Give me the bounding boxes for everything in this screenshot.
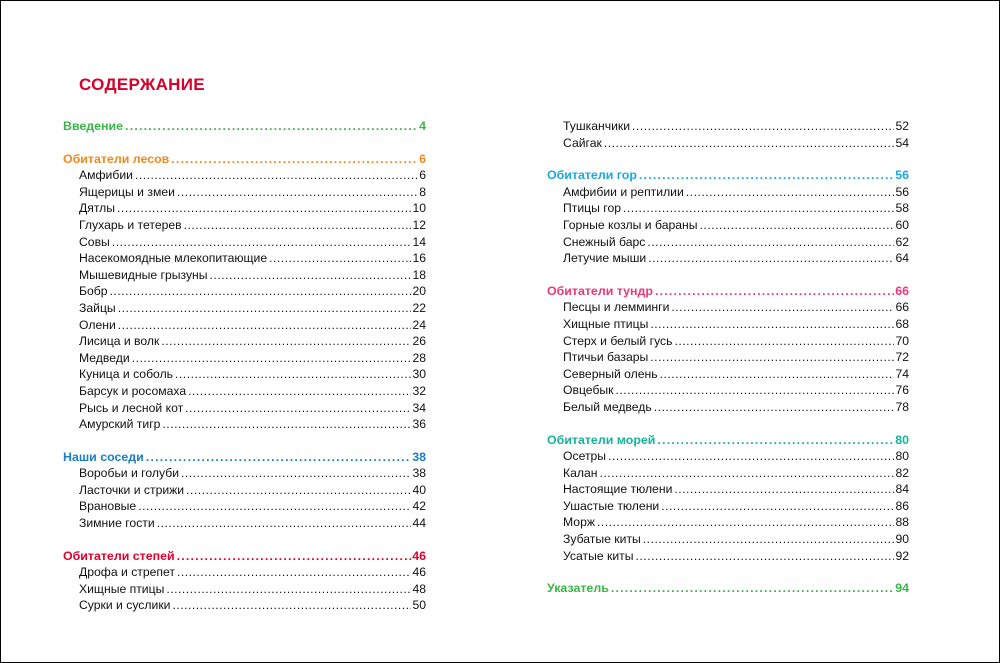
dot-leader [648, 250, 894, 267]
toc-entry[interactable] [547, 118, 909, 135]
page-number: 42 [412, 499, 426, 514]
entry-title: Дрофа и стрепет [79, 565, 175, 580]
entry-title: Насекомоядные млекопитающие [79, 251, 268, 266]
toc-entry[interactable] [547, 531, 909, 548]
entry-title: Сайгак [563, 135, 602, 150]
dot-leader [608, 448, 894, 465]
page-number: 70 [895, 333, 909, 348]
dot-leader [171, 151, 418, 168]
dot-leader [177, 564, 411, 581]
entry-title: Летучие мыши [563, 251, 647, 266]
entry-title: Воробьи и голуби [79, 466, 179, 481]
toc-entry[interactable] [547, 184, 909, 201]
toc-entry[interactable] [63, 564, 426, 581]
toc-entry[interactable] [63, 250, 426, 267]
toc-entry[interactable] [547, 366, 909, 383]
entry-title: Тушканчики [563, 119, 631, 133]
page-number: 36 [412, 417, 426, 432]
page-number: 4 [419, 119, 426, 133]
page-number: 68 [895, 316, 909, 331]
dot-leader [146, 449, 411, 466]
toc-entry[interactable] [547, 382, 909, 399]
entry-title: Врановые [79, 499, 137, 514]
entry-title: Бобр [79, 284, 108, 299]
entry-title: Амурский тигр [79, 417, 161, 432]
page-number: 26 [412, 334, 426, 349]
dot-leader [125, 118, 418, 135]
entry-title: Обитатели морей [547, 432, 656, 447]
page-number: 46 [412, 548, 426, 563]
toc-entry[interactable] [547, 399, 909, 416]
dot-leader [210, 267, 412, 284]
section-spacer [547, 416, 909, 432]
section-spacer [547, 564, 909, 580]
page-number: 60 [895, 217, 909, 232]
page-number: 62 [895, 234, 909, 249]
entry-title: Медведи [79, 350, 130, 365]
dot-leader [671, 299, 894, 316]
entry-title: Рысь и лесной кот [79, 400, 184, 415]
entry-title: Сурки и суслики [79, 598, 171, 613]
page-number: 66 [895, 283, 909, 298]
entry-title: Хищные птицы [79, 581, 165, 596]
page-number: 82 [895, 465, 909, 480]
section-spacer [63, 135, 426, 151]
entry-title: Птичьи базары [563, 350, 649, 365]
dot-leader [177, 184, 418, 201]
page-number: 54 [895, 135, 909, 150]
entry-title: Калан [563, 465, 598, 480]
page-number: 28 [412, 350, 426, 365]
toc-entry[interactable] [547, 333, 909, 350]
dot-leader [188, 383, 411, 400]
toc-entry[interactable] [547, 299, 909, 316]
toc-entry[interactable] [547, 481, 909, 498]
toc-entry[interactable] [63, 234, 426, 251]
section-spacer [547, 151, 909, 167]
page-number: 64 [895, 251, 909, 266]
page-number: 12 [412, 217, 426, 232]
dot-leader [162, 416, 411, 433]
entry-title: Глухарь и тетерев [79, 217, 182, 232]
dot-leader [161, 333, 411, 350]
dot-leader [647, 234, 894, 251]
page-number: 6 [419, 168, 426, 183]
entry-title: Куница и соболь [79, 367, 174, 382]
section-heading-tundra[interactable] [547, 283, 909, 300]
dot-leader [611, 580, 894, 597]
dot-leader [616, 382, 895, 399]
entry-title: Ласточки и стрижи [79, 482, 185, 497]
toc-entry[interactable] [63, 400, 426, 417]
toc-entry[interactable] [547, 465, 909, 482]
dot-leader [623, 200, 894, 217]
toc-entry[interactable] [63, 333, 426, 350]
entry-title: Обитатели степей [63, 548, 175, 563]
entry-title: Птицы гор [563, 201, 622, 216]
page-number: 90 [895, 532, 909, 547]
dot-leader [655, 283, 894, 300]
dot-leader [674, 333, 894, 350]
dot-leader [172, 597, 411, 614]
page-number: 46 [412, 565, 426, 580]
entry-title: Усатые киты [563, 548, 634, 563]
toc-entry[interactable] [63, 350, 426, 367]
toc-entry[interactable] [63, 200, 426, 217]
dot-leader [597, 514, 894, 531]
entry-title: Ушастые тюлени [563, 498, 660, 513]
dot-leader [650, 349, 894, 366]
dot-leader [117, 200, 411, 217]
entry-title: Указатель [547, 581, 609, 596]
page-number: 58 [895, 201, 909, 216]
toc-entry[interactable] [63, 482, 426, 499]
toc-entry[interactable] [547, 316, 909, 333]
toc-title: СОДЕРЖАНИЕ [79, 75, 205, 94]
entry-title: Лисица и волк [79, 334, 160, 349]
page-number: 18 [412, 267, 426, 282]
dot-leader [636, 548, 895, 565]
entry-title: Зайцы [79, 300, 116, 315]
dot-leader [177, 548, 412, 565]
toc-entry[interactable] [63, 300, 426, 317]
entry-title: Обитатели тундр [547, 283, 653, 298]
section-heading-index[interactable] [547, 580, 909, 597]
entry-title: Хищные птицы [563, 316, 649, 331]
toc-entry[interactable] [547, 349, 909, 366]
toc-entry[interactable] [63, 184, 426, 201]
toc-entry[interactable] [547, 548, 909, 565]
section-heading-intro[interactable] [63, 118, 426, 135]
dot-leader [118, 300, 412, 317]
section-heading-mountains[interactable] [547, 167, 909, 184]
page-number: 74 [895, 366, 909, 381]
dot-leader [650, 316, 894, 333]
toc-entry[interactable] [547, 200, 909, 217]
toc-entry[interactable] [547, 498, 909, 515]
dot-leader [186, 482, 411, 499]
toc-entry[interactable] [63, 217, 426, 234]
page-number: 8 [419, 184, 426, 199]
dot-leader [112, 234, 412, 251]
entry-title: Морж [563, 515, 595, 530]
page-number: 92 [895, 548, 909, 563]
dot-leader [657, 432, 894, 449]
page-number: 94 [895, 581, 909, 596]
page-number: 88 [895, 515, 909, 530]
page-number: 48 [412, 581, 426, 596]
page-number: 32 [412, 383, 426, 398]
dot-leader [700, 217, 895, 234]
entry-title: Снежный барс [563, 234, 646, 249]
page-number: 56 [895, 168, 909, 183]
section-heading-steppe[interactable] [63, 548, 426, 565]
toc-entry[interactable] [63, 597, 426, 614]
entry-title: Мышевидные грызуны [79, 267, 208, 282]
page-number: 6 [419, 151, 426, 166]
page-number: 38 [412, 466, 426, 481]
toc-entry[interactable] [547, 514, 909, 531]
dot-leader [660, 366, 895, 383]
page-number: 20 [412, 284, 426, 299]
dot-leader [184, 217, 412, 234]
page-number: 24 [412, 317, 426, 332]
toc-entry[interactable] [63, 581, 426, 598]
page-number: 50 [412, 598, 426, 613]
page-number: 80 [895, 432, 909, 447]
page-number: 38 [412, 449, 426, 464]
entry-title: Песцы и лемминги [563, 300, 670, 315]
dot-leader [686, 184, 895, 201]
page-number: 78 [895, 399, 909, 414]
section-spacer [63, 532, 426, 548]
page-number: 16 [412, 251, 426, 266]
entry-title: Горные козлы и бараны [563, 217, 698, 232]
dot-leader [674, 481, 894, 498]
page-number: 86 [895, 498, 909, 513]
page-number: 66 [895, 300, 909, 315]
entry-title: Совы [79, 234, 110, 249]
dot-leader [110, 283, 412, 300]
dot-leader [166, 581, 411, 598]
toc-entry[interactable] [63, 317, 426, 334]
dot-leader [600, 465, 895, 482]
entry-title: Наши соседи [63, 449, 144, 464]
section-spacer [547, 267, 909, 283]
toc-entry[interactable] [547, 250, 909, 267]
toc-entry[interactable] [63, 267, 426, 284]
toc-entry[interactable] [547, 135, 909, 152]
toc-entry[interactable] [63, 167, 426, 184]
toc-entry[interactable] [547, 234, 909, 251]
entry-title: Белый медведь [563, 399, 652, 414]
page-number: 76 [895, 383, 909, 398]
page-number: 30 [412, 367, 426, 382]
page-number: 14 [412, 234, 426, 249]
toc-entry[interactable] [63, 283, 426, 300]
page-number: 22 [412, 300, 426, 315]
toc-entry[interactable] [547, 217, 909, 234]
page-number: 10 [412, 201, 426, 216]
entry-title: Северный олень [563, 366, 658, 381]
dot-leader [654, 399, 895, 416]
entry-title: Амфибии и рептилии [563, 184, 684, 199]
dot-leader [269, 250, 411, 267]
dot-leader [132, 350, 412, 367]
entry-title: Обитатели гор [547, 168, 637, 183]
entry-title: Зимние гости [79, 516, 155, 531]
toc-left-column [63, 118, 426, 614]
page-number: 72 [895, 350, 909, 365]
dot-leader [175, 366, 411, 383]
toc-entry[interactable] [63, 465, 426, 482]
page-number: 44 [412, 516, 426, 531]
page-number: 80 [895, 449, 909, 464]
entry-title: Осетры [563, 449, 607, 464]
toc-entry[interactable] [63, 416, 426, 433]
dot-leader [661, 498, 894, 515]
toc-entry[interactable] [63, 383, 426, 400]
toc-right-column [547, 118, 909, 597]
dot-leader [185, 400, 411, 417]
page-number: 52 [895, 119, 909, 133]
entry-title: Настоящие тюлени [563, 482, 673, 497]
entry-title: Обитатели лесов [63, 151, 170, 166]
section-heading-forest[interactable] [63, 151, 426, 168]
dot-leader [138, 498, 411, 515]
dot-leader [604, 135, 895, 152]
entry-title: Барсук и росомаха [79, 383, 187, 398]
page-number: 34 [412, 400, 426, 415]
dot-leader [639, 167, 894, 184]
dot-leader [643, 531, 895, 548]
dot-leader [181, 465, 411, 482]
toc-entry[interactable] [63, 366, 426, 383]
page-number: 84 [895, 482, 909, 497]
section-spacer [63, 433, 426, 449]
page-number: 56 [895, 184, 909, 199]
entry-title: Дятлы [79, 201, 116, 216]
dot-leader [118, 317, 412, 334]
entry-title: Стерх и белый гусь [563, 333, 673, 348]
entry-title: Зубатые киты [563, 532, 641, 547]
entry-title: Олени [79, 317, 116, 332]
section-heading-neighbors[interactable] [63, 449, 426, 466]
section-heading-seas[interactable] [547, 432, 909, 449]
entry-title: Овцебык [563, 383, 614, 398]
toc-entry[interactable] [63, 515, 426, 532]
page-number: 40 [412, 482, 426, 497]
entry-title: Амфибии [79, 168, 133, 183]
dot-leader [135, 167, 418, 184]
dot-leader [157, 515, 412, 532]
dot-leader [632, 118, 894, 135]
entry-title: Ящерицы и змеи [79, 184, 175, 199]
toc-entry[interactable] [547, 448, 909, 465]
entry-title: Введение [63, 119, 124, 133]
toc-entry[interactable] [63, 498, 426, 515]
